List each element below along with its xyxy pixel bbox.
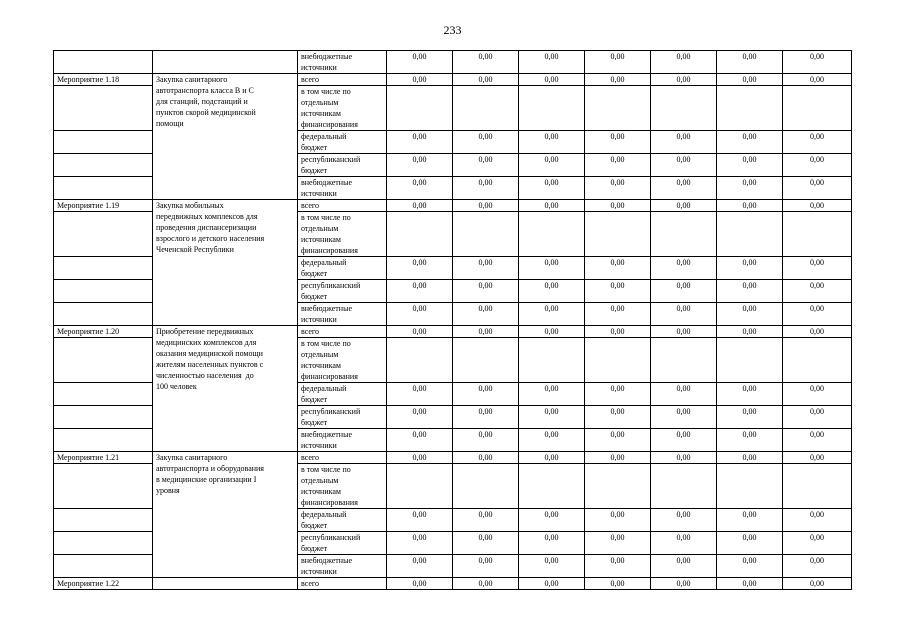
amount-cell	[717, 464, 783, 509]
amount-cell: 0,00	[717, 131, 783, 154]
amount-cell: 0,00	[453, 131, 519, 154]
measure-name-cell: Закупка санитарного автотранспорта класса В и С для станций, подстанций и пунктов скорой медицинской помощи	[153, 74, 298, 200]
amount-cell	[717, 86, 783, 131]
amount-cell: 0,00	[651, 303, 717, 326]
funding-source-cell: всего	[298, 74, 387, 86]
amount-cell: 0,00	[717, 200, 783, 212]
amount-cell: 0,00	[783, 578, 852, 590]
amount-cell	[651, 338, 717, 383]
amount-cell: 0,00	[387, 452, 453, 464]
amount-cell: 0,00	[717, 154, 783, 177]
amount-cell: 0,00	[453, 452, 519, 464]
amount-cell: 0,00	[519, 303, 585, 326]
amount-cell	[519, 464, 585, 509]
measure-name-cell: Приобретение передвижных медицинских комплексов для оказания медицинской помощи жителям населенных пунктов с численностью населения до 100 человек	[153, 326, 298, 452]
amount-cell	[783, 86, 852, 131]
amount-cell: 0,00	[783, 406, 852, 429]
measure-name-cell: Закупка санитарного автотранспорта и оборудования в медицинские организации I уровня	[153, 452, 298, 578]
amount-cell: 0,00	[387, 280, 453, 303]
amount-cell: 0,00	[387, 257, 453, 280]
amount-cell: 0,00	[519, 452, 585, 464]
amount-cell: 0,00	[651, 429, 717, 452]
amount-cell: 0,00	[585, 509, 651, 532]
amount-cell: 0,00	[651, 578, 717, 590]
activity-cell	[54, 429, 153, 452]
amount-cell: 0,00	[783, 257, 852, 280]
amount-cell: 0,00	[585, 578, 651, 590]
amount-cell: 0,00	[717, 406, 783, 429]
activity-cell: Мероприятие 1.22	[54, 578, 153, 590]
amount-cell: 0,00	[585, 383, 651, 406]
amount-cell: 0,00	[651, 200, 717, 212]
amount-cell	[387, 464, 453, 509]
amount-cell: 0,00	[717, 578, 783, 590]
amount-cell: 0,00	[453, 51, 519, 74]
amount-cell: 0,00	[717, 74, 783, 86]
funding-source-cell: в том числе по отдельным источникам финансирования	[298, 338, 387, 383]
amount-cell	[453, 338, 519, 383]
amount-cell: 0,00	[651, 555, 717, 578]
amount-cell: 0,00	[651, 74, 717, 86]
amount-cell: 0,00	[717, 303, 783, 326]
amount-cell: 0,00	[453, 303, 519, 326]
funding-source-cell: внебюджетные источники	[298, 51, 387, 74]
amount-cell: 0,00	[717, 177, 783, 200]
funding-source-cell: республиканский бюджет	[298, 532, 387, 555]
amount-cell	[651, 464, 717, 509]
amount-cell	[519, 212, 585, 257]
amount-cell	[453, 464, 519, 509]
amount-cell	[783, 212, 852, 257]
amount-cell: 0,00	[387, 177, 453, 200]
amount-cell: 0,00	[387, 131, 453, 154]
activity-cell	[54, 280, 153, 303]
amount-cell: 0,00	[717, 429, 783, 452]
funding-source-cell: федеральный бюджет	[298, 509, 387, 532]
activity-cell: Мероприятие 1.19	[54, 200, 153, 212]
amount-cell: 0,00	[585, 406, 651, 429]
activity-cell	[54, 86, 153, 131]
funding-source-cell: внебюджетные источники	[298, 303, 387, 326]
amount-cell: 0,00	[651, 326, 717, 338]
amount-cell: 0,00	[783, 51, 852, 74]
amount-cell: 0,00	[519, 429, 585, 452]
amount-cell: 0,00	[519, 131, 585, 154]
amount-cell: 0,00	[519, 406, 585, 429]
activity-cell: Мероприятие 1.20	[54, 326, 153, 338]
activity-cell: Мероприятие 1.21	[54, 452, 153, 464]
amount-cell: 0,00	[453, 509, 519, 532]
amount-cell: 0,00	[585, 257, 651, 280]
amount-cell: 0,00	[387, 555, 453, 578]
amount-cell	[651, 212, 717, 257]
amount-cell: 0,00	[453, 578, 519, 590]
amount-cell: 0,00	[387, 429, 453, 452]
funding-source-cell: всего	[298, 326, 387, 338]
amount-cell: 0,00	[519, 51, 585, 74]
amount-cell	[585, 212, 651, 257]
amount-cell: 0,00	[783, 532, 852, 555]
amount-cell: 0,00	[387, 406, 453, 429]
amount-cell: 0,00	[387, 74, 453, 86]
amount-cell: 0,00	[717, 257, 783, 280]
amount-cell: 0,00	[453, 429, 519, 452]
amount-cell: 0,00	[585, 429, 651, 452]
amount-cell: 0,00	[387, 578, 453, 590]
amount-cell: 0,00	[717, 532, 783, 555]
measure-name-cell	[153, 578, 298, 590]
amount-cell: 0,00	[585, 200, 651, 212]
amount-cell: 0,00	[453, 154, 519, 177]
amount-cell: 0,00	[519, 383, 585, 406]
funding-source-cell: внебюджетные источники	[298, 555, 387, 578]
amount-cell: 0,00	[651, 509, 717, 532]
amount-cell: 0,00	[453, 406, 519, 429]
amount-cell: 0,00	[453, 74, 519, 86]
funding-source-cell: республиканский бюджет	[298, 406, 387, 429]
amount-cell: 0,00	[651, 406, 717, 429]
amount-cell: 0,00	[585, 51, 651, 74]
amount-cell: 0,00	[783, 74, 852, 86]
amount-cell: 0,00	[717, 326, 783, 338]
table-row	[54, 74, 852, 86]
amount-cell: 0,00	[651, 532, 717, 555]
table-row	[54, 578, 852, 590]
amount-cell: 0,00	[387, 303, 453, 326]
amount-cell: 0,00	[651, 280, 717, 303]
funding-source-cell: в том числе по отдельным источникам финансирования	[298, 212, 387, 257]
amount-cell: 0,00	[387, 326, 453, 338]
activity-cell	[54, 338, 153, 383]
table-row	[54, 452, 852, 464]
activity-cell	[54, 212, 153, 257]
amount-cell: 0,00	[453, 257, 519, 280]
amount-cell: 0,00	[717, 383, 783, 406]
amount-cell	[717, 338, 783, 383]
activity-cell	[54, 532, 153, 555]
amount-cell: 0,00	[783, 326, 852, 338]
amount-cell: 0,00	[651, 131, 717, 154]
amount-cell: 0,00	[519, 200, 585, 212]
amount-cell: 0,00	[585, 303, 651, 326]
amount-cell	[519, 338, 585, 383]
amount-cell: 0,00	[519, 532, 585, 555]
amount-cell: 0,00	[387, 154, 453, 177]
amount-cell	[387, 212, 453, 257]
amount-cell	[453, 212, 519, 257]
table-row	[54, 51, 852, 74]
amount-cell: 0,00	[453, 280, 519, 303]
activity-cell	[54, 303, 153, 326]
activity-cell	[54, 51, 153, 74]
measure-name-cell: Закупка мобильных передвижных комплексов для проведения диспансеризации взрослого и детского населения Чеченской Республики	[153, 200, 298, 326]
amount-cell: 0,00	[585, 280, 651, 303]
amount-cell	[387, 338, 453, 383]
amount-cell: 0,00	[783, 509, 852, 532]
amount-cell: 0,00	[651, 257, 717, 280]
amount-cell: 0,00	[651, 177, 717, 200]
amount-cell: 0,00	[519, 555, 585, 578]
activity-cell	[54, 509, 153, 532]
amount-cell	[387, 86, 453, 131]
amount-cell: 0,00	[717, 555, 783, 578]
amount-cell: 0,00	[651, 383, 717, 406]
funding-source-cell: всего	[298, 452, 387, 464]
amount-cell: 0,00	[519, 280, 585, 303]
funding-source-cell: внебюджетные источники	[298, 177, 387, 200]
funding-source-cell: федеральный бюджет	[298, 383, 387, 406]
amount-cell: 0,00	[453, 383, 519, 406]
measure-name-cell	[153, 51, 298, 74]
activity-cell	[54, 177, 153, 200]
activity-cell	[54, 464, 153, 509]
funding-source-cell: республиканский бюджет	[298, 154, 387, 177]
funding-source-cell: внебюджетные источники	[298, 429, 387, 452]
activity-cell	[54, 383, 153, 406]
funding-source-cell: всего	[298, 578, 387, 590]
amount-cell: 0,00	[453, 200, 519, 212]
amount-cell: 0,00	[585, 532, 651, 555]
funding-source-cell: республиканский бюджет	[298, 280, 387, 303]
table-row	[54, 200, 852, 212]
page-number: 233	[443, 23, 462, 37]
activity-cell	[54, 131, 153, 154]
amount-cell	[453, 86, 519, 131]
amount-cell: 0,00	[585, 452, 651, 464]
amount-cell: 0,00	[585, 154, 651, 177]
amount-cell: 0,00	[717, 452, 783, 464]
funding-source-cell: федеральный бюджет	[298, 257, 387, 280]
amount-cell: 0,00	[783, 303, 852, 326]
amount-cell: 0,00	[717, 509, 783, 532]
amount-cell	[651, 86, 717, 131]
amount-cell: 0,00	[387, 51, 453, 74]
amount-cell: 0,00	[783, 154, 852, 177]
amount-cell: 0,00	[519, 74, 585, 86]
amount-cell: 0,00	[519, 177, 585, 200]
amount-cell: 0,00	[387, 509, 453, 532]
amount-cell	[585, 86, 651, 131]
amount-cell: 0,00	[519, 509, 585, 532]
amount-cell: 0,00	[585, 177, 651, 200]
amount-cell: 0,00	[519, 154, 585, 177]
table-row	[54, 326, 852, 338]
amount-cell: 0,00	[387, 532, 453, 555]
amount-cell: 0,00	[717, 51, 783, 74]
amount-cell: 0,00	[585, 74, 651, 86]
activity-cell	[54, 406, 153, 429]
amount-cell: 0,00	[651, 51, 717, 74]
activity-cell	[54, 555, 153, 578]
amount-cell: 0,00	[783, 200, 852, 212]
amount-cell: 0,00	[453, 326, 519, 338]
amount-cell: 0,00	[585, 555, 651, 578]
amount-cell	[783, 338, 852, 383]
activity-cell	[54, 257, 153, 280]
amount-cell: 0,00	[783, 177, 852, 200]
amount-cell	[717, 212, 783, 257]
amount-cell: 0,00	[783, 131, 852, 154]
funding-source-cell: федеральный бюджет	[298, 131, 387, 154]
amount-cell: 0,00	[519, 326, 585, 338]
amount-cell: 0,00	[783, 429, 852, 452]
amount-cell	[585, 338, 651, 383]
amount-cell: 0,00	[783, 383, 852, 406]
amount-cell: 0,00	[651, 154, 717, 177]
amount-cell: 0,00	[387, 383, 453, 406]
amount-cell: 0,00	[585, 131, 651, 154]
amount-cell: 0,00	[453, 532, 519, 555]
activity-cell	[54, 154, 153, 177]
budget-table	[53, 50, 852, 590]
amount-cell	[585, 464, 651, 509]
amount-cell	[519, 86, 585, 131]
amount-cell: 0,00	[717, 280, 783, 303]
funding-source-cell: в том числе по отдельным источникам финансирования	[298, 86, 387, 131]
funding-source-cell: всего	[298, 200, 387, 212]
amount-cell: 0,00	[387, 200, 453, 212]
amount-cell: 0,00	[651, 452, 717, 464]
amount-cell	[783, 464, 852, 509]
amount-cell: 0,00	[453, 555, 519, 578]
activity-cell: Мероприятие 1.18	[54, 74, 153, 86]
amount-cell: 0,00	[519, 257, 585, 280]
amount-cell: 0,00	[453, 177, 519, 200]
amount-cell: 0,00	[783, 452, 852, 464]
amount-cell: 0,00	[519, 578, 585, 590]
funding-source-cell: в том числе по отдельным источникам финансирования	[298, 464, 387, 509]
amount-cell: 0,00	[783, 280, 852, 303]
amount-cell: 0,00	[585, 326, 651, 338]
amount-cell: 0,00	[783, 555, 852, 578]
